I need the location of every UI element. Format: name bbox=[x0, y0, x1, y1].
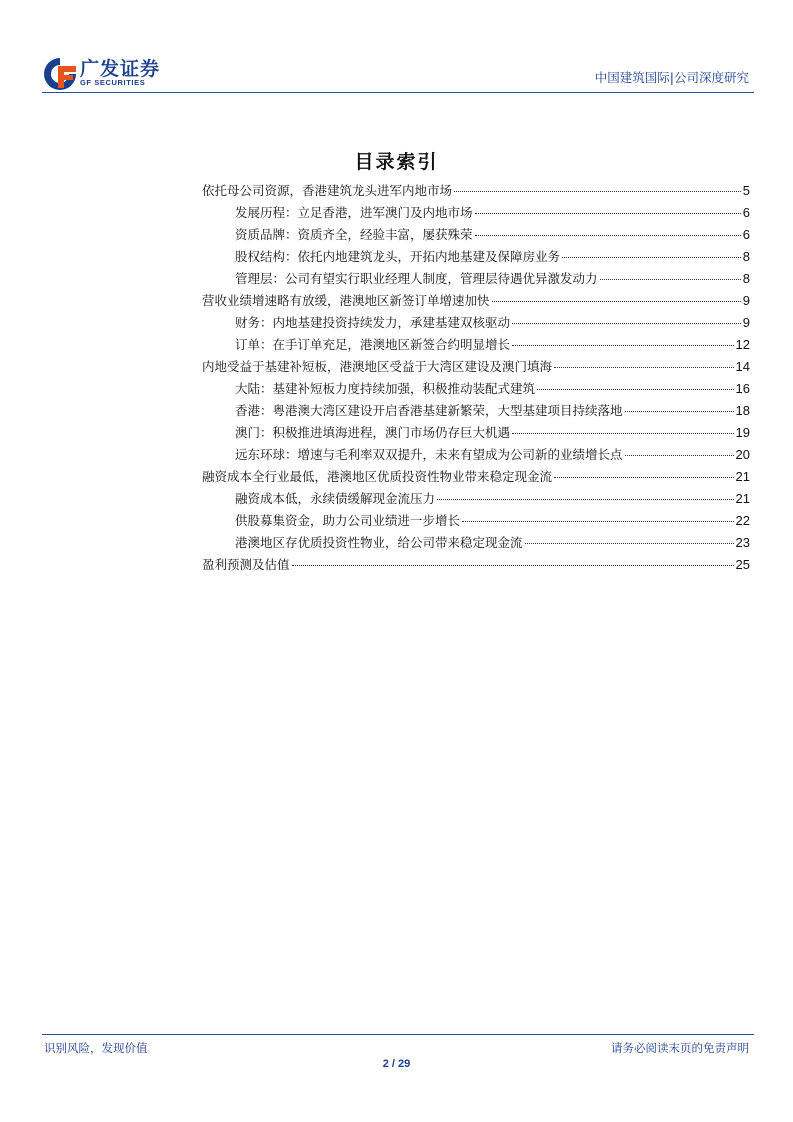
toc-leader-dots bbox=[625, 411, 734, 412]
toc-entry[interactable] bbox=[202, 488, 750, 510]
toc-entry[interactable] bbox=[202, 400, 750, 422]
toc-entry-title: 融资成本低，永续债缓解现金流压力 bbox=[235, 491, 436, 506]
toc-entry-title: 大陆：基建补短板力度持续加强，积极推动装配式建筑 bbox=[235, 381, 536, 396]
page-header bbox=[0, 0, 793, 100]
toc-leader-dots bbox=[292, 565, 734, 566]
toc-entry[interactable] bbox=[202, 224, 750, 246]
page-number: 2 / 29 bbox=[382, 1058, 411, 1070]
toc-entry-title: 资质品牌：资质齐全，经验丰富，屡获殊荣 bbox=[235, 227, 473, 242]
footer-slogan: 识别风险，发现价值 bbox=[44, 1041, 148, 1055]
toc-entry-page: 18 bbox=[735, 403, 750, 418]
toc-leader-dots bbox=[537, 389, 734, 390]
toc-entry[interactable] bbox=[202, 356, 750, 378]
toc-entry-page: 21 bbox=[735, 491, 750, 506]
toc-entry-title: 依托母公司资源，香港建筑龙头进军内地市场 bbox=[202, 183, 453, 198]
toc-leader-dots bbox=[512, 433, 734, 434]
toc-leader-dots bbox=[475, 213, 741, 214]
toc-entry-page: 9 bbox=[742, 315, 750, 330]
toc-entry[interactable] bbox=[202, 312, 750, 334]
toc-entry-page: 19 bbox=[735, 425, 750, 440]
toc-entry[interactable] bbox=[202, 334, 750, 356]
toc-entry[interactable] bbox=[202, 180, 750, 202]
toc-entry-title: 盈利预测及估值 bbox=[202, 557, 290, 572]
toc-entry-page: 5 bbox=[742, 183, 750, 198]
toc-entry[interactable] bbox=[202, 554, 750, 576]
toc-entry-title: 财务：内地基建投资持续发力，承建基建双核驱动 bbox=[235, 315, 511, 330]
toc-entry-page: 20 bbox=[735, 447, 750, 462]
toc-entry[interactable] bbox=[202, 444, 750, 466]
toc-entry[interactable] bbox=[202, 290, 750, 312]
logo-chinese-name: 广发证券 bbox=[80, 58, 161, 80]
footer-disclaimer: 请务必阅读末页的免责声明 bbox=[611, 1041, 749, 1055]
toc-leader-dots bbox=[562, 257, 741, 258]
toc-entry[interactable] bbox=[202, 268, 750, 290]
toc-leader-dots bbox=[462, 521, 734, 522]
toc-entry-page: 6 bbox=[742, 205, 750, 220]
toc-entry[interactable] bbox=[202, 510, 750, 532]
company-logo bbox=[42, 52, 182, 92]
toc-entry-page: 8 bbox=[742, 271, 750, 286]
table-of-contents bbox=[202, 180, 750, 576]
toc-entry-page: 8 bbox=[742, 249, 750, 264]
toc-entry-page: 9 bbox=[742, 293, 750, 308]
toc-entry[interactable] bbox=[202, 422, 750, 444]
toc-title: 目录索引 bbox=[354, 151, 439, 173]
toc-leader-dots bbox=[512, 323, 741, 324]
toc-entry-title: 订单：在手订单充足，港澳地区新签合约明显增长 bbox=[235, 337, 511, 352]
toc-entry-title: 远东环球：增速与毛利率双双提升，未来有望成为公司新的业绩增长点 bbox=[235, 447, 623, 462]
toc-leader-dots bbox=[437, 499, 734, 500]
toc-leader-dots bbox=[512, 345, 734, 346]
toc-entry-title: 发展历程：立足香港，进军澳门及内地市场 bbox=[235, 205, 473, 220]
toc-entry-title: 股权结构：依托内地建筑龙头，开拓内地基建及保障房业务 bbox=[235, 249, 561, 264]
header-divider bbox=[42, 92, 754, 93]
toc-leader-dots bbox=[600, 279, 741, 280]
gf-logo-icon bbox=[42, 56, 78, 90]
toc-entry-title: 管理层：公司有望实行职业经理人制度，管理层待遇优异激发动力 bbox=[235, 271, 598, 286]
toc-entry-title: 供股募集资金，助力公司业绩进一步增长 bbox=[235, 513, 461, 528]
toc-leader-dots bbox=[554, 477, 734, 478]
toc-entry[interactable] bbox=[202, 466, 750, 488]
toc-entry-title: 内地受益于基建补短板，港澳地区受益于大湾区建设及澳门填海 bbox=[202, 359, 553, 374]
toc-leader-dots bbox=[475, 235, 741, 236]
toc-entry-page: 25 bbox=[735, 557, 750, 572]
report-category: 中国建筑国际|公司深度研究 bbox=[594, 70, 749, 85]
toc-entry-page: 21 bbox=[735, 469, 750, 484]
toc-entry-page: 23 bbox=[735, 535, 750, 550]
toc-entry-page: 14 bbox=[735, 359, 750, 374]
toc-entry-title: 香港：粤港澳大湾区建设开启香港基建新繁荣，大型基建项目持续落地 bbox=[235, 403, 623, 418]
toc-entry-page: 16 bbox=[735, 381, 750, 396]
logo-english-name: GF SECURITIES bbox=[80, 78, 146, 87]
toc-leader-dots bbox=[625, 455, 734, 456]
footer-divider bbox=[42, 1034, 754, 1035]
toc-leader-dots bbox=[492, 301, 741, 302]
toc-entry[interactable] bbox=[202, 202, 750, 224]
toc-entry[interactable] bbox=[202, 378, 750, 400]
toc-leader-dots bbox=[554, 367, 734, 368]
toc-entry-title: 营收业绩增速略有放缓，港澳地区新签订单增速加快 bbox=[202, 293, 490, 308]
toc-entry-page: 12 bbox=[735, 337, 750, 352]
toc-entry-title: 融资成本全行业最低，港澳地区优质投资性物业带来稳定现金流 bbox=[202, 469, 553, 484]
toc-entry[interactable] bbox=[202, 246, 750, 268]
toc-entry-page: 6 bbox=[742, 227, 750, 242]
toc-entry[interactable] bbox=[202, 532, 750, 554]
toc-entry-page: 22 bbox=[735, 513, 750, 528]
toc-entry-title: 港澳地区存优质投资性物业，给公司带来稳定现金流 bbox=[235, 535, 523, 550]
toc-leader-dots bbox=[525, 543, 734, 544]
toc-leader-dots bbox=[454, 191, 741, 192]
toc-entry-title: 澳门：积极推进填海进程，澳门市场仍存巨大机遇 bbox=[235, 425, 511, 440]
